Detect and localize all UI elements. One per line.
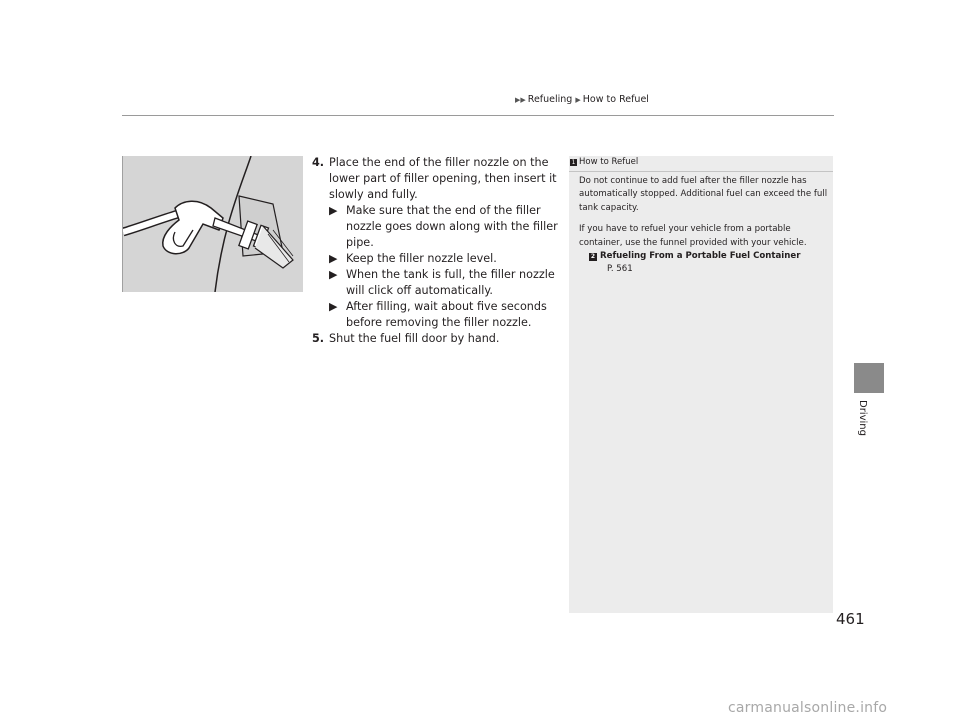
- fuel-nozzle-illustration: [122, 156, 303, 292]
- header-rule: [122, 115, 834, 116]
- sidebar-paragraph: Do not continue to add fuel after the filler nozzle has automatically stopped. Additional fuel can exceed the full tank capacity.: [579, 176, 828, 213]
- bullet-item: [329, 299, 560, 331]
- sidebar-paragraph: If you have to refuel your vehicle from a portable container, use the funnel provided with your vehicle.: [579, 224, 807, 248]
- nozzle-drawing: [123, 156, 303, 292]
- bullet-text: Keep the filler nozzle level.: [346, 252, 497, 265]
- page-number: 461: [836, 610, 865, 628]
- step-number: 5.: [312, 332, 325, 345]
- arrow-icon: ▶: [329, 300, 338, 313]
- sidebar-note: [569, 156, 833, 613]
- step-text: Shut the fuel fill door by hand.: [329, 332, 500, 345]
- instruction-steps: [312, 155, 560, 347]
- bullet-text: Make sure that the end of the filler nozzle goes down along with the filler pipe.: [346, 204, 558, 249]
- breadcrumb-item[interactable]: Refueling: [527, 94, 573, 105]
- step-4: [312, 155, 560, 203]
- section-tab-label: Driving: [857, 400, 868, 436]
- bullet-text: After filling, wait about five seconds before removing the filler nozzle.: [346, 300, 547, 329]
- step-4-bullets: [312, 203, 560, 331]
- bullet-item: [329, 267, 560, 299]
- note-badge: 1: [571, 159, 576, 166]
- arrow-icon: ▶: [329, 268, 338, 281]
- sidebar-title: How to Refuel: [579, 157, 639, 167]
- step-number: 4.: [312, 156, 325, 169]
- breadcrumb-arrow-icon: ▶: [575, 96, 581, 104]
- watermark: carmanualsonline.info: [728, 700, 888, 716]
- breadcrumb-item[interactable]: How to Refuel: [582, 94, 649, 105]
- cross-reference-page[interactable]: P. 561: [607, 264, 633, 275]
- arrow-icon: ▶: [329, 204, 338, 217]
- sidebar-body: [579, 175, 829, 277]
- cross-reference-link[interactable]: [579, 250, 829, 263]
- step-text: Place the end of the filler nozzle on the lower part of filler opening, then insert it slowly and fully.: [329, 156, 557, 201]
- cross-reference-icon: 2: [590, 253, 596, 261]
- breadcrumb: [515, 94, 649, 105]
- bullet-text: When the tank is full, the filler nozzle will click off automatically.: [346, 268, 555, 297]
- step-5: [312, 331, 560, 347]
- cross-reference-title[interactable]: Refueling From a Portable Fuel Container: [600, 251, 801, 262]
- arrow-icon: ▶: [329, 252, 338, 265]
- sidebar-header: [569, 156, 833, 172]
- breadcrumb-arrow-icon: ▶▶: [515, 96, 526, 104]
- section-tab: [854, 363, 884, 393]
- bullet-item: [329, 203, 560, 251]
- bullet-item: [329, 251, 560, 267]
